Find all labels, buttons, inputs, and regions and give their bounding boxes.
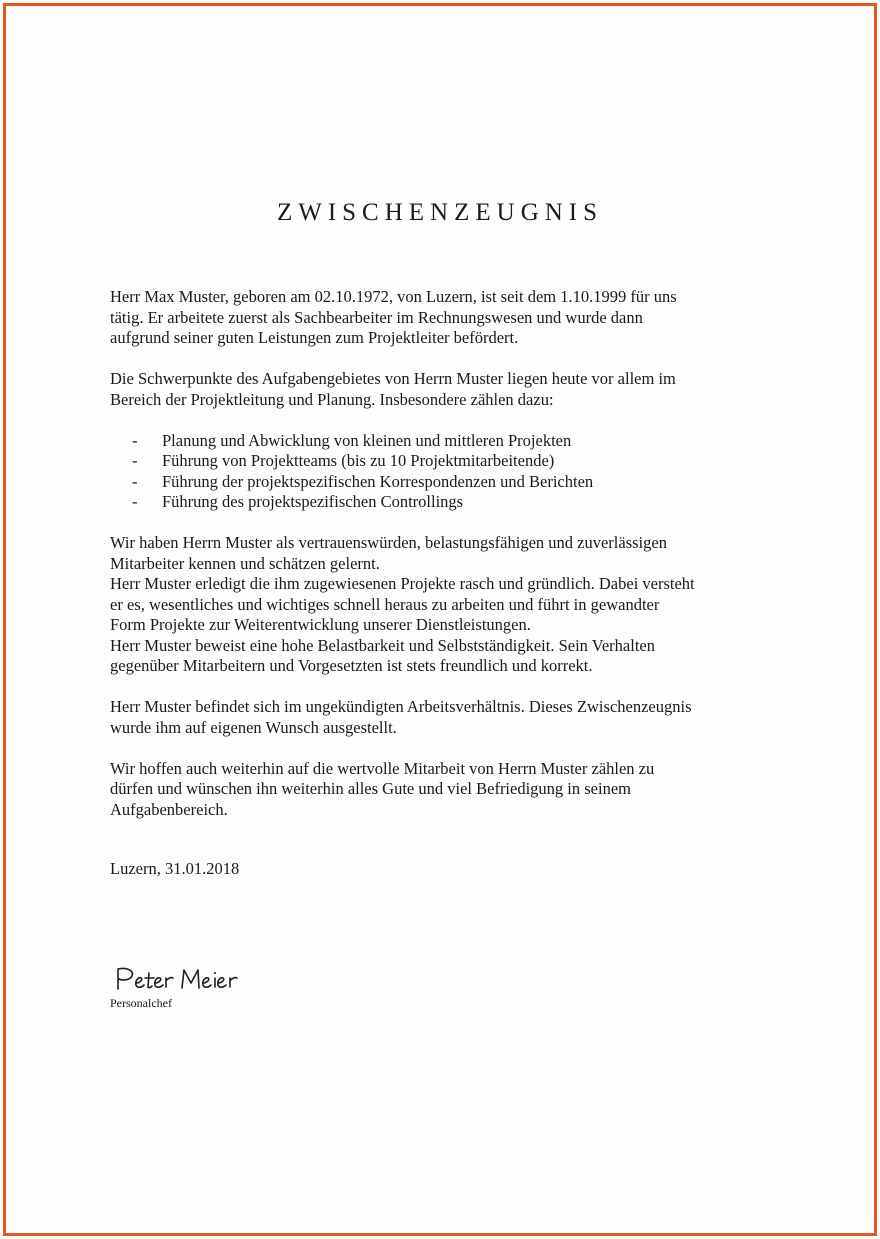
- text-line: Bereich der Projektleitung und Planung. Insbesondere zählen dazu:: [110, 389, 554, 409]
- document-page: [6, 6, 874, 1233]
- task-list: [110, 431, 790, 513]
- document-body: [110, 287, 790, 820]
- handwritten-signature: [106, 956, 256, 998]
- text-line: Form Projekte zur Weiterentwicklung unserer Dienstleistungen.: [110, 615, 531, 634]
- document-title: ZWISCHENZEUGNIS: [276, 199, 604, 226]
- list-item: [110, 451, 790, 472]
- text-line: er es, wesentliches und wichtiges schnell heraus zu arbeiten und führt in gewandter: [110, 594, 660, 614]
- intro-paragraph: [110, 287, 790, 349]
- task-text: Führung der projektspezifischen Korrespondenzen und Berichten: [162, 471, 594, 491]
- list-item: [110, 472, 790, 493]
- list-item: [110, 431, 790, 452]
- task-text: Führung des projektspezifischen Controllings: [162, 492, 464, 511]
- bullet-marker: -: [132, 430, 138, 450]
- text-line: aufgrund seiner guten Leistungen zum Projektleiter befördert.: [110, 328, 519, 347]
- text-line: Wir hoffen auch weiterhin auf die wertvolle Mitarbeit von Herrn Muster zählen zu: [110, 758, 655, 778]
- bullet-marker: -: [132, 492, 138, 511]
- responsibilities-paragraph: [110, 369, 790, 410]
- employment-status-paragraph: [110, 697, 790, 738]
- text-line: Mitarbeiter kennen und schätzen gelernt.: [110, 553, 380, 573]
- text-line: gegenüber Mitarbeitern und Vorgesetzten ist stets freundlich und korrekt.: [110, 656, 593, 675]
- bullet-marker: -: [132, 451, 138, 470]
- text-line: Herr Muster erledigt die ihm zugewiesenen Projekte rasch und gründlich. Dabei versteht: [110, 574, 695, 593]
- assessment-paragraph: [110, 533, 790, 677]
- text-line: wurde ihm auf eigenen Wunsch ausgestellt.: [110, 717, 397, 737]
- bullet-marker: -: [132, 471, 138, 491]
- place-date: Luzern, 31.01.2018: [110, 859, 240, 878]
- text-line: Aufgabenbereich.: [110, 799, 228, 819]
- text-line: Herr Muster beweist eine hohe Belastbarkeit und Selbstständigkeit. Sein Verhalten: [110, 635, 655, 655]
- task-text: Planung und Abwicklung von kleinen und mittleren Projekten: [162, 430, 572, 450]
- text-line: Wir haben Herrn Muster als vertrauenswürden, belastungsfähigen und zuverlässigen: [110, 533, 667, 552]
- text-line: Herr Muster befindet sich im ungekündigten Arbeitsverhältnis. Dieses Zwischenzeugnis: [110, 697, 692, 716]
- closing-paragraph: [110, 759, 790, 821]
- text-line: Die Schwerpunkte des Aufgabengebietes von Herrn Muster liegen heute vor allem im: [110, 369, 676, 388]
- text-line: Herr Max Muster, geboren am 02.10.1972, von Luzern, ist seit dem 1.10.1999 für uns: [110, 287, 677, 306]
- task-text: Führung von Projektteams (bis zu 10 Projektmitarbeitende): [162, 451, 555, 470]
- list-item: [110, 492, 790, 513]
- signatory-role: Personalchef: [110, 996, 172, 1010]
- text-line: tätig. Er arbeitete zuerst als Sachbearbeiter im Rechnungswesen und wurde dann: [110, 307, 643, 327]
- text-line: dürfen und wünschen ihn weiterhin alles Gute und viel Befriedigung in seinem: [110, 779, 631, 798]
